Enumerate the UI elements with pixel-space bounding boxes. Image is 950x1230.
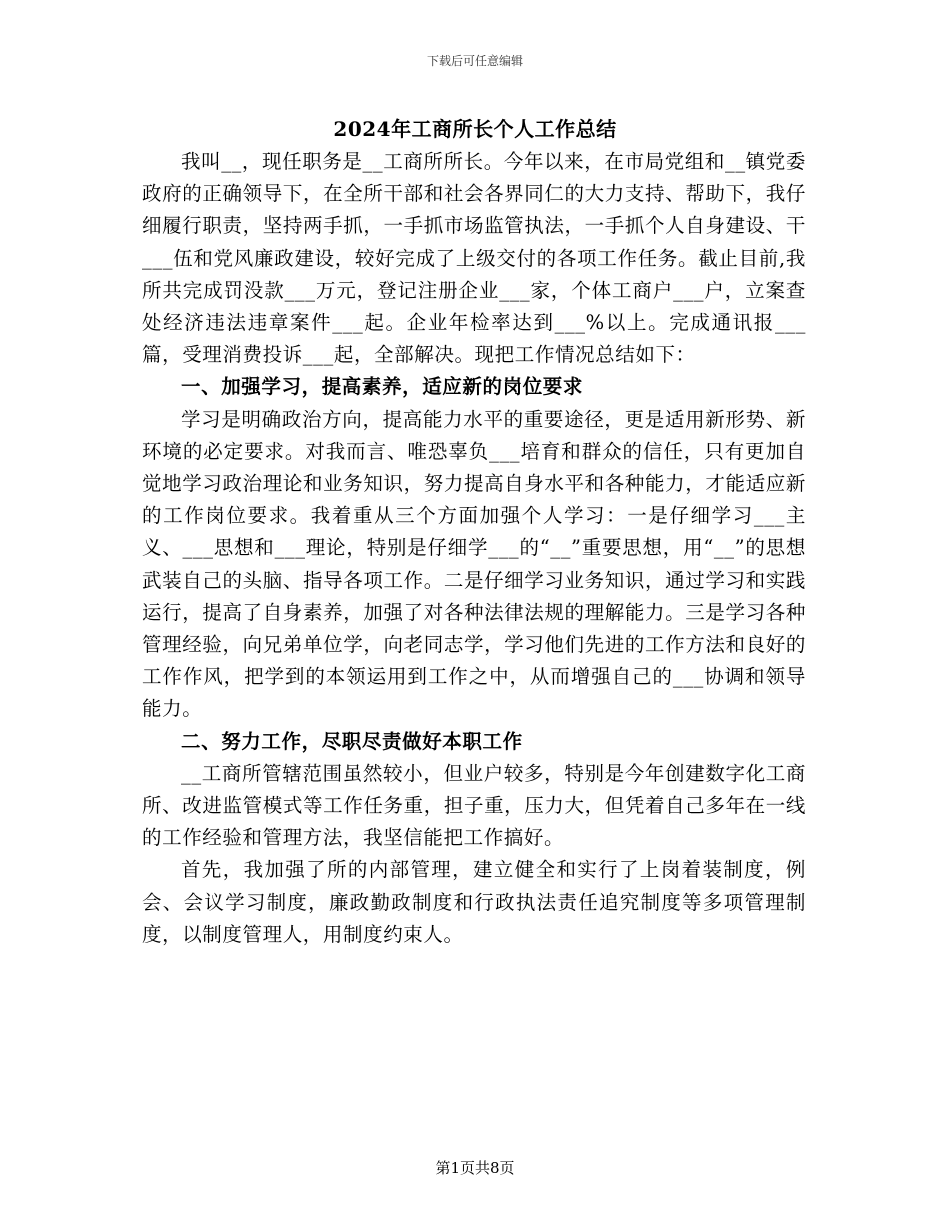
section-2-paragraph-2: 首先，我加强了所的内部管理，建立健全和实行了上岗着装制度，例会、会议学习制度，廉政勤政制度和行政执法责任追究制度等多项管理制度，以制度管理人，用制度约束人。 [142,858,806,946]
intro-paragraph: 我叫__，现任职务是__工商所所长。今年以来，在市局党组和__镇党委政府的正确领导下，在全所干部和社会各界同仁的大力支持、帮助下，我仔细履行职责，坚持两手抓，一手抓市场监管执法，一手抓个人自身建设、干___伍和党风廉政建设，较好完成了上级交付的各项工作任务。截止目前,我所共完成罚没款___万元，登记注册企业___家，个体工商户___户，立案查处经济违法违章案件___起。企业年检率达到___%以上。完成通讯报___篇，受理消费投诉___起，全部解决。现把工作情况总结如下： [142,150,806,367]
section-1-heading: 一、加强学习，提高素养，适应新的岗位要求 [181,375,584,399]
page-number: 第1页共8页 [435,1159,515,1177]
section-2-heading: 二、努力工作，尽职尽责做好本职工作 [181,729,523,753]
document-title: 2024年工商所长个人工作总结 [333,117,617,141]
header-note: 下载后可任意编辑 [426,54,523,68]
document-body [142,146,806,951]
section-1-paragraph: 学习是明确政治方向，提高能力水平的重要途径，更是适用新形势、新环境的必定要求。对我而言、唯恐辜负___培育和群众的信任，只有更加自觉地学习政治理论和业务知识，努力提高自身水平和各种能力，才能适应新的工作岗位要求。我着重从三个方面加强个人学习：一是仔细学习___主义、___思想和___理论，特别是仔细学___的“__”重要思想，用“__”的思想武装自己的头脑、指导各项工作。二是仔细学习业务知识，通过学习和实践运行，提高了自身素养，加强了对各种法律法规的理解能力。三是学习各种管理经验，向兄弟单位学，向老同志学，学习他们先进的工作方法和良好的工作作风，把学到的本领运用到工作之中，从而增强自己的___协调和领导能力。 [142,407,806,721]
section-2-paragraph-1: __工商所管辖范围虽然较小，但业户较多，特别是今年创建数字化工商所、改进监管模式等工作任务重，担子重，压力大，但凭着自己多年在一线的工作经验和管理方法，我坚信能把工作搞好。 [142,761,806,850]
